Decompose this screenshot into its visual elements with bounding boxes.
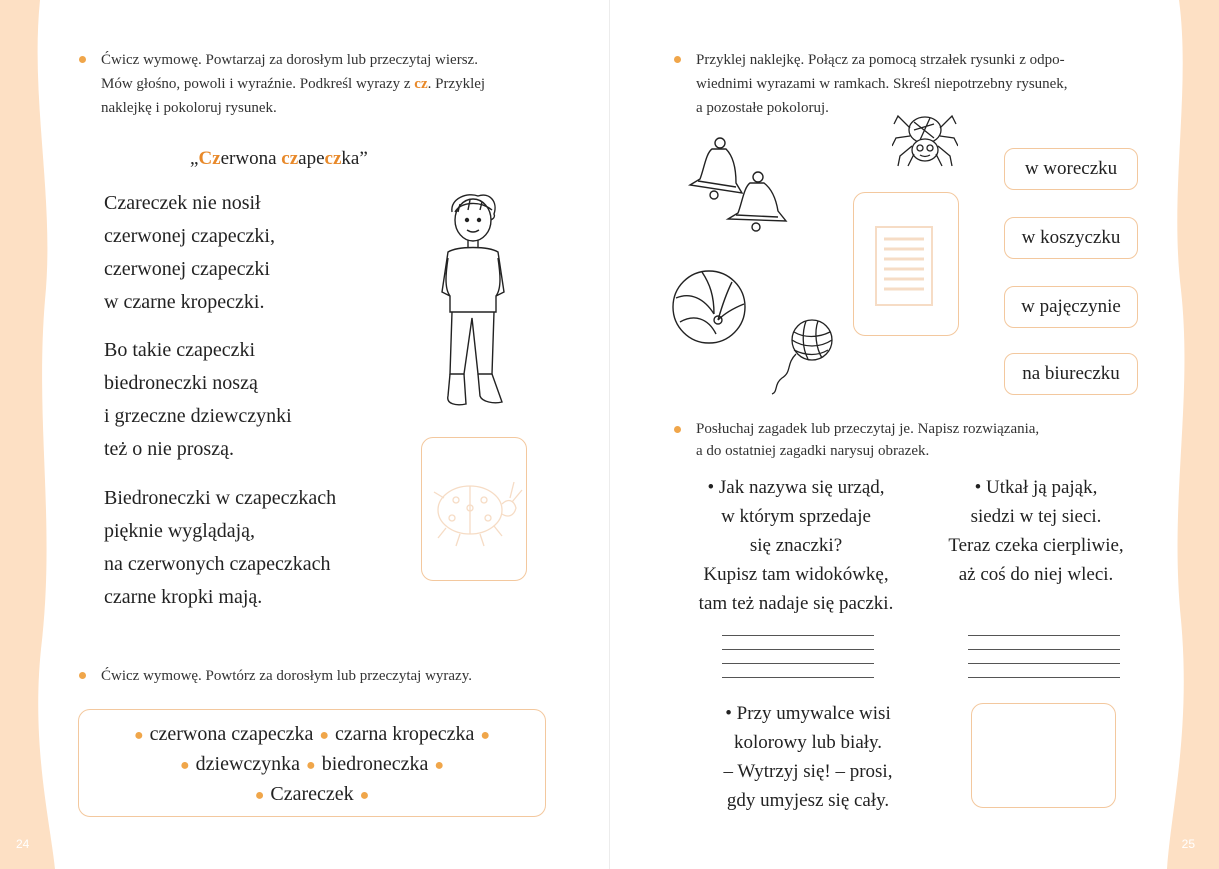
bullet-icon: ●: [319, 727, 330, 744]
instruction-line: wiednimi wyrazami w ramkach. Skreśl niepotrzebny rysunek,: [696, 76, 1068, 92]
word-item: czarna kropeczka: [335, 723, 475, 745]
bullet-icon: ●: [359, 787, 370, 804]
poem-line: Bo takie czapeczki: [104, 339, 256, 361]
riddle-line: Teraz czeka cierpliwie,: [948, 535, 1124, 556]
word-item: czerwona czapeczka: [149, 723, 314, 745]
riddle-3: [690, 699, 926, 815]
poem-line: w czarne kropeczki.: [104, 291, 265, 313]
poem-line: Czareczek nie nosił: [104, 192, 261, 214]
bullet-icon: ●: [254, 787, 265, 804]
bullet-icon: [674, 426, 681, 433]
instruction-line: Ćwicz wymowę. Powtarzaj za dorosłym lub przeczytaj wiersz.: [101, 52, 478, 68]
riddle-line: • Jak nazywa się urząd,: [707, 477, 885, 498]
title-part: ape: [298, 148, 325, 169]
riddle-line: w którym sprzedaje: [721, 506, 871, 527]
word-item: biedroneczka: [321, 753, 429, 775]
bullet-icon: [674, 56, 681, 63]
word-row: [79, 750, 545, 780]
riddle-1: [670, 473, 922, 618]
poem-stanza: [104, 334, 292, 466]
riddle-line: kolorowy lub biały.: [733, 732, 883, 753]
bullet-icon: ●: [480, 727, 491, 744]
riddle-line: siedzi w tej sieci.: [970, 506, 1102, 527]
riddle-line: tam też nadaje się paczki.: [698, 593, 894, 614]
poem-line: i grzeczne dziewczynki: [104, 405, 292, 427]
word-item: Czareczek: [270, 783, 354, 805]
answer-line[interactable]: [968, 677, 1120, 678]
riddle-line: aż coś do niej wleci.: [958, 564, 1114, 585]
instruction-text: Mów głośno, powoli i wyraźnie. Podkreśl wyrazy z: [101, 76, 411, 92]
riddle-2: [928, 473, 1144, 589]
word-row: [79, 780, 545, 810]
poem-title: [190, 148, 368, 170]
poem-line: czerwonej czapeczki: [104, 258, 270, 280]
instruction-line: Posłuchaj zagadek lub przeczytaj je. Napisz rozwiązania,: [696, 421, 1040, 437]
title-part: ka”: [341, 148, 368, 169]
title-highlight: cz: [281, 148, 299, 169]
drawing-box[interactable]: [971, 703, 1116, 808]
riddle-line: się znaczki?: [749, 535, 843, 556]
poem-line: biedroneczki noszą: [104, 372, 258, 394]
answer-line[interactable]: [968, 663, 1120, 664]
poem-line: czarne kropki mają.: [104, 586, 263, 608]
poem-line: na czerwonych czapeczkach: [104, 553, 331, 575]
left-page: [0, 0, 609, 869]
answer-line[interactable]: [722, 649, 874, 650]
word-item: dziewczynka: [195, 753, 301, 775]
decorative-wave-edge: [0, 0, 60, 869]
poem-stanza: [104, 482, 336, 614]
instruction-line: a pozostałe pokoloruj.: [696, 100, 829, 116]
title-highlight: Cz: [198, 148, 221, 169]
riddle-line: • Utkał ją pająk,: [974, 477, 1098, 498]
label-w-koszyczku: w koszyczku: [1004, 217, 1138, 259]
ladybug-icon: [422, 438, 526, 580]
page-number: 24: [16, 837, 30, 851]
decorative-wave-edge: [1159, 0, 1219, 869]
bullet-icon: [79, 672, 86, 679]
answer-line[interactable]: [722, 635, 874, 636]
word-row: [79, 720, 545, 750]
instruction-line: a do ostatniej zagadki narysuj obrazek.: [696, 443, 930, 459]
riddle-line: • Przy umywalce wisi: [725, 703, 891, 724]
title-part: erwona: [220, 148, 282, 169]
task-instruction: [696, 418, 1039, 462]
word-list-box: [78, 709, 546, 817]
answer-line[interactable]: [968, 649, 1120, 650]
instruction-line: Ćwicz wymowę. Powtórz za dorosłym lub przeczytaj wyrazy.: [101, 668, 472, 684]
bullet-icon: ●: [133, 727, 144, 744]
bells-illustration: [686, 135, 796, 237]
bullet-icon: ●: [306, 757, 316, 774]
answer-line[interactable]: [968, 635, 1120, 636]
instruction-text: . Przyklej: [427, 76, 486, 92]
label-w-pajeczynie: w pajęczynie: [1004, 286, 1138, 328]
poem-line: też o nie proszą.: [104, 438, 234, 460]
sticker-frame[interactable]: [421, 437, 527, 581]
poem-line: czerwonej czapeczki,: [104, 225, 275, 247]
riddle-line: gdy umyjesz się cały.: [726, 790, 890, 811]
ball-icon: [670, 268, 748, 346]
sticker-frame[interactable]: [853, 192, 959, 336]
bullet-icon: ●: [179, 757, 190, 774]
title-highlight: cz: [324, 148, 342, 169]
task-instruction: [101, 664, 472, 688]
task-instruction: [101, 48, 571, 120]
label-na-biureczku: na biureczku: [1004, 353, 1138, 395]
sticker-placeholder-icon: [854, 193, 958, 335]
answer-line[interactable]: [722, 663, 874, 664]
poem-line: pięknie wyglądają,: [104, 520, 256, 542]
riddle-line: Kupisz tam widokówkę,: [703, 564, 889, 585]
right-page: [610, 0, 1219, 869]
bullet-icon: ●: [434, 757, 444, 774]
poem-line: Biedroneczki w czapeczkach: [104, 487, 337, 509]
instruction-line: Przyklej naklejkę. Połącz za pomocą strzałek rysunki z odpo-: [696, 52, 1065, 68]
highlight-cz: cz: [414, 76, 428, 92]
answer-line[interactable]: [722, 677, 874, 678]
instruction-line: [101, 72, 571, 96]
bullet-icon: [79, 56, 86, 63]
label-w-woreczku: w woreczku: [1004, 148, 1138, 190]
instruction-line: naklejkę i pokoloruj rysunek.: [101, 100, 277, 116]
spider-icon: [892, 110, 958, 170]
riddle-line: – Wytrzyj się! – prosi,: [723, 761, 893, 782]
boy-illustration: [430, 192, 520, 410]
yarn-ball-icon: [770, 318, 836, 396]
poem-stanza: [104, 187, 275, 319]
page-number: 25: [1181, 837, 1195, 851]
title-part: „: [190, 148, 199, 169]
